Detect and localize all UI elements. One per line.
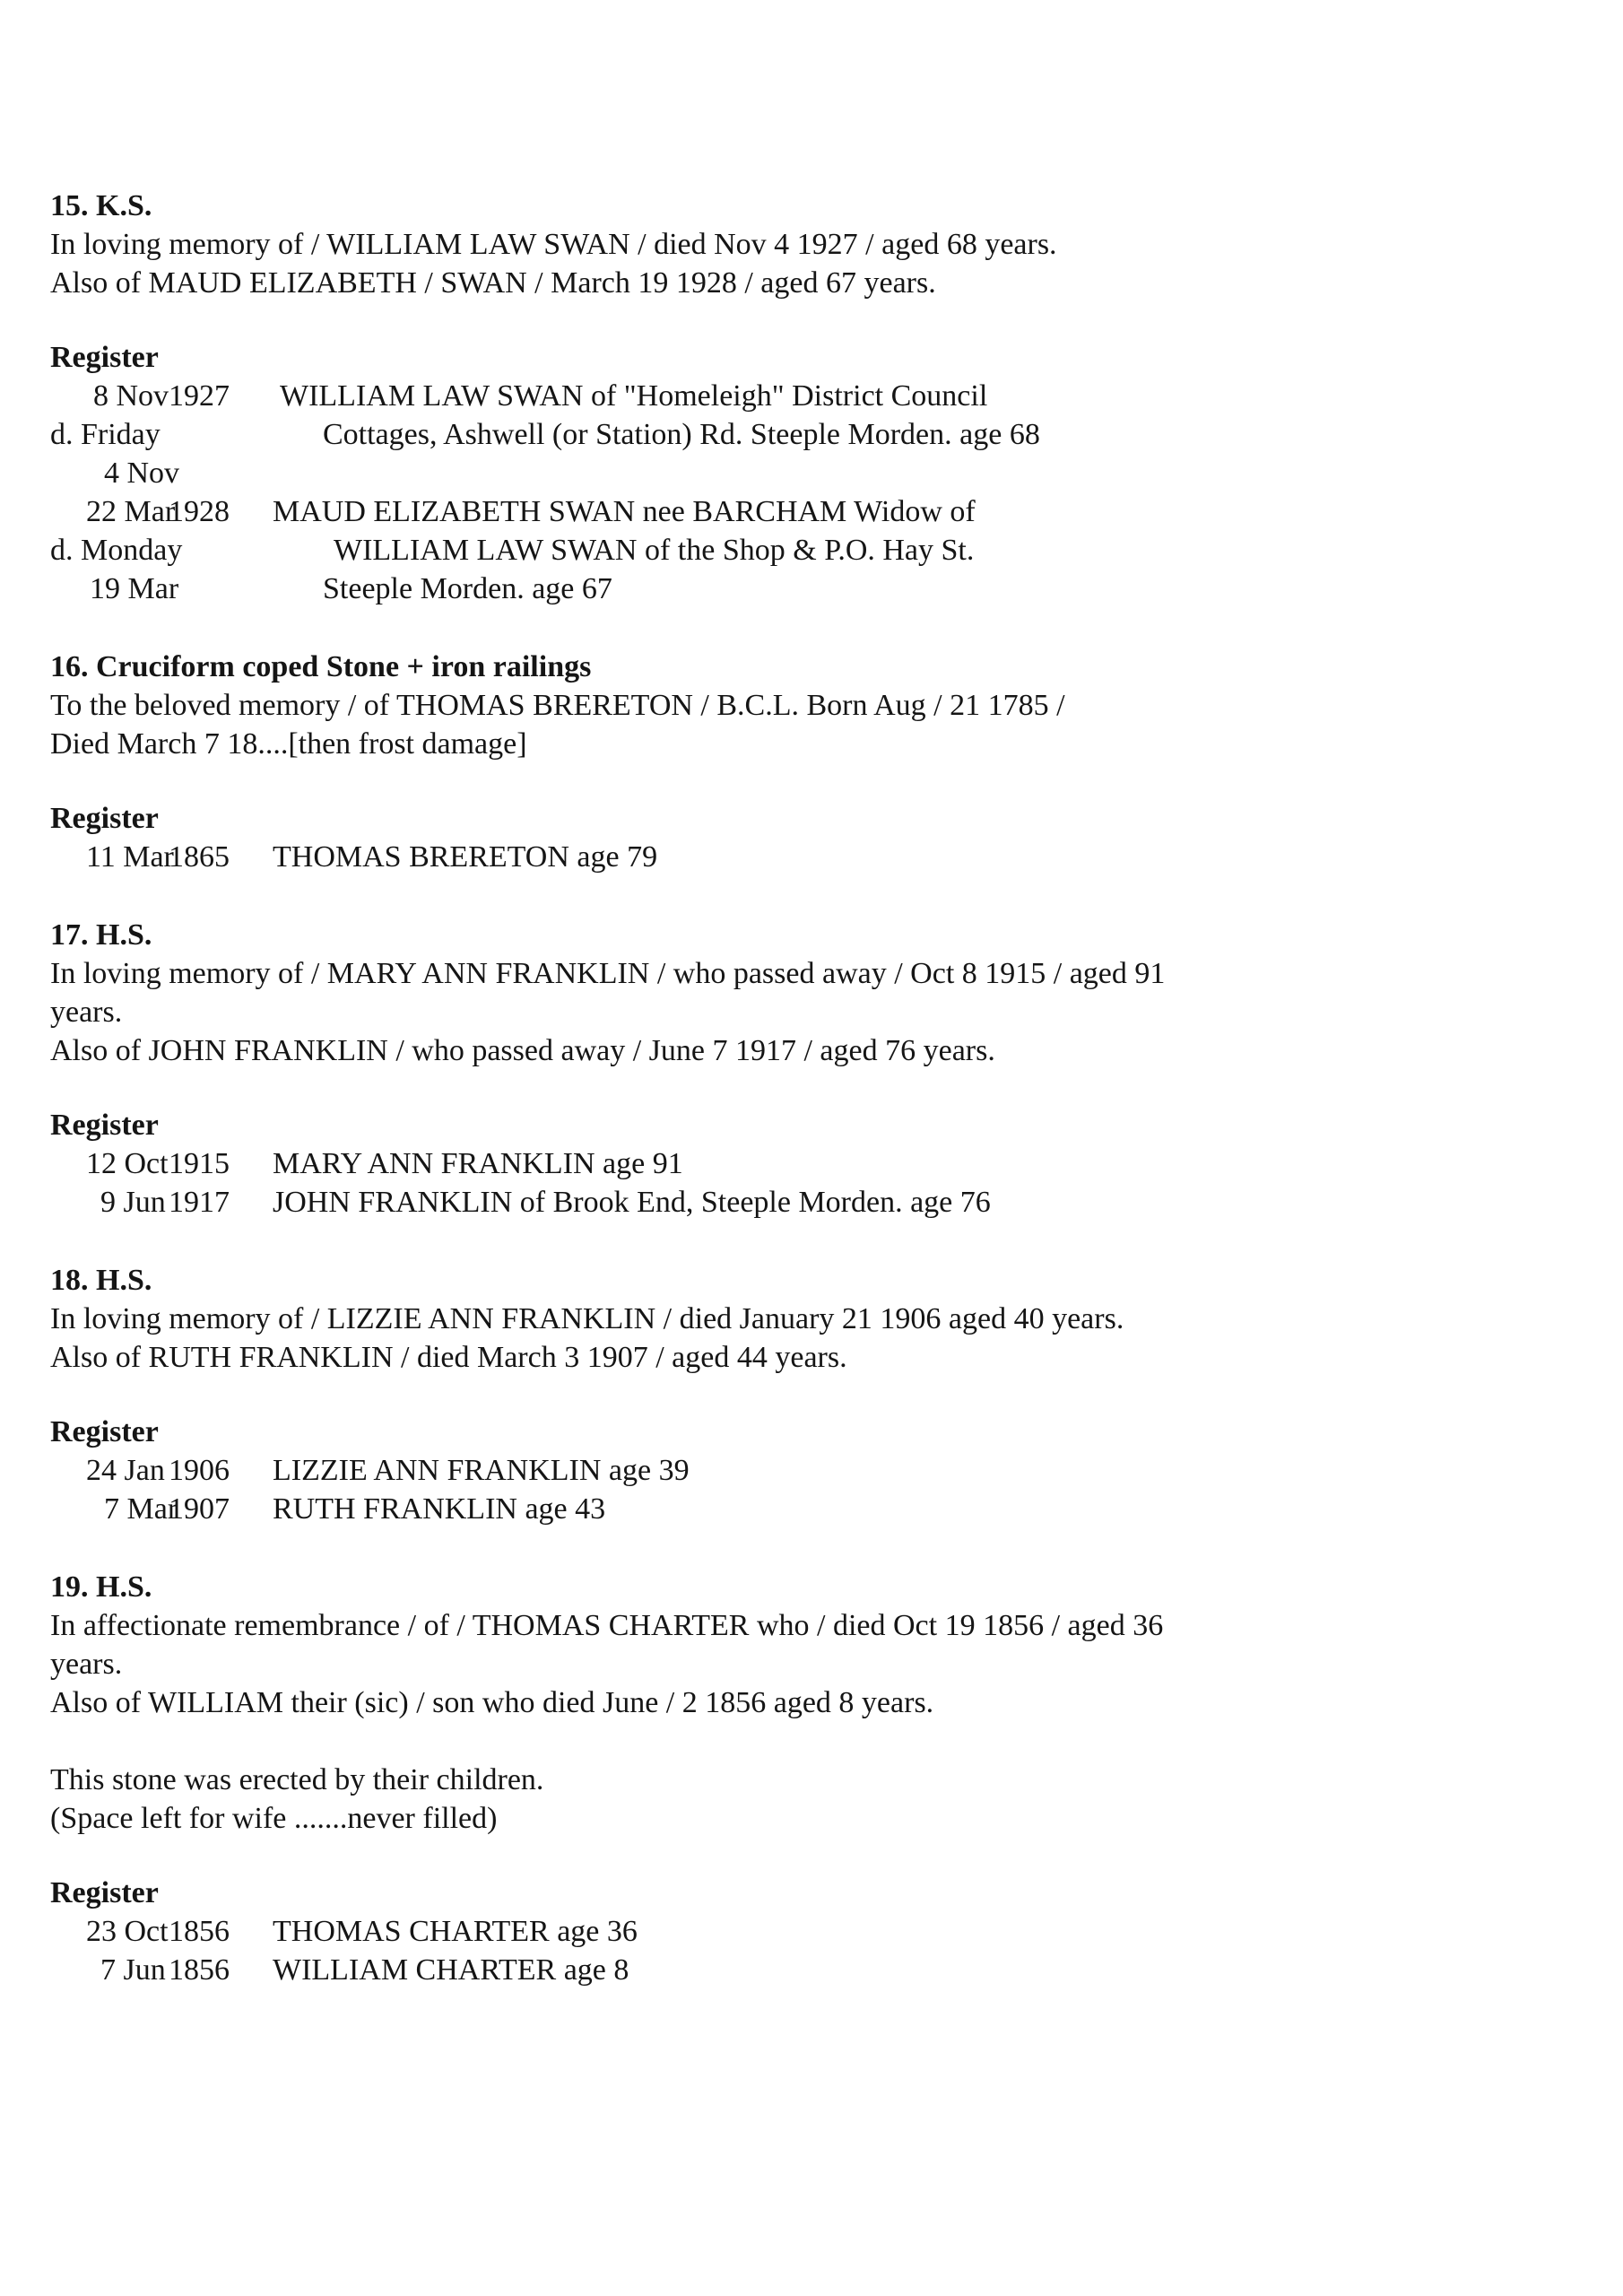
register-text: WILLIAM CHARTER age 8 xyxy=(273,1953,629,1987)
register-text: THOMAS BRERETON age 79 xyxy=(273,840,658,874)
register-date: 9 Jun xyxy=(100,1186,166,1219)
register-date: 24 Jan xyxy=(86,1454,165,1487)
inscription-line: Also of JOHN FRANKLIN / who passed away / June 7 1917 / aged 76 years. xyxy=(50,1034,995,1067)
inscription-line: In loving memory of / WILLIAM LAW SWAN / died Nov 4 1927 / aged 68 years. xyxy=(50,228,1057,261)
register-date: 8 Nov xyxy=(93,379,169,413)
register-text: WILLIAM LAW SWAN of "Homeleigh" District Council xyxy=(280,379,988,413)
register-year: 1856 xyxy=(169,1953,230,1987)
register-row xyxy=(50,1183,1575,1222)
register-date: 12 Oct xyxy=(86,1147,169,1180)
inscription-line: In loving memory of / MARY ANN FRANKLIN / who passed away / Oct 8 1915 / aged 91 xyxy=(50,957,1166,990)
register-year: 1865 xyxy=(169,840,230,874)
register-row xyxy=(50,838,1575,876)
register-year: 1917 xyxy=(169,1186,230,1219)
inscription-line: Died March 7 18....[then frost damage] xyxy=(50,727,527,761)
entry-heading: 17. H.S. xyxy=(50,918,152,952)
register-date: 19 Mar xyxy=(90,572,179,605)
register-date: 7 Mar xyxy=(104,1492,178,1526)
inscription-line: In loving memory of / LIZZIE ANN FRANKLIN / died January 21 1906 aged 40 years. xyxy=(50,1302,1124,1335)
register-year: 1906 xyxy=(169,1454,230,1487)
document-page xyxy=(50,187,1575,2029)
register-year: 1927 xyxy=(169,379,230,413)
register-text: WILLIAM LAW SWAN of the Shop & P.O. Hay St. xyxy=(334,534,975,567)
entry-heading: 18. H.S. xyxy=(50,1264,152,1297)
register-date: d. Friday xyxy=(50,418,161,451)
register-heading: Register xyxy=(50,341,159,374)
entry-heading: 16. Cruciform coped Stone + iron railings xyxy=(50,650,592,683)
register-date: 23 Oct xyxy=(86,1915,169,1948)
entry-16 xyxy=(50,648,1575,876)
register-heading: Register xyxy=(50,1415,159,1448)
register-row xyxy=(50,1951,1575,1989)
register-year: 1907 xyxy=(169,1492,230,1526)
register-text: MAUD ELIZABETH SWAN nee BARCHAM Widow of xyxy=(273,495,976,528)
register-row xyxy=(50,1451,1575,1490)
register-date: 22 Mar xyxy=(86,495,176,528)
register-row xyxy=(50,454,1575,492)
note-line: (Space left for wife .......never filled) xyxy=(50,1802,498,1835)
register-date: 4 Nov xyxy=(104,457,180,490)
register-text: THOMAS CHARTER age 36 xyxy=(273,1915,638,1948)
entry-heading: 19. H.S. xyxy=(50,1570,152,1604)
inscription-line: Also of MAUD ELIZABETH / SWAN / March 19 1928 / aged 67 years. xyxy=(50,266,936,300)
inscription-line: In affectionate remembrance / of / THOMAS CHARTER who / died Oct 19 1856 / aged 36 xyxy=(50,1609,1164,1642)
register-row xyxy=(50,1490,1575,1528)
register-row xyxy=(50,415,1575,454)
register-heading: Register xyxy=(50,1109,159,1142)
register-row xyxy=(50,377,1575,415)
register-row xyxy=(50,1912,1575,1951)
register-date: 7 Jun xyxy=(100,1953,166,1987)
register-row xyxy=(50,492,1575,531)
entry-15 xyxy=(50,187,1575,608)
register-text: Steeple Morden. age 67 xyxy=(323,572,612,605)
register-heading: Register xyxy=(50,802,159,835)
register-year: 1928 xyxy=(169,495,230,528)
register-row xyxy=(50,531,1575,570)
register-text: Cottages, Ashwell (or Station) Rd. Steeple Morden. age 68 xyxy=(323,418,1040,451)
entry-heading: 15. K.S. xyxy=(50,189,152,222)
inscription-line: years. xyxy=(50,1648,123,1681)
entry-19 xyxy=(50,1568,1575,1989)
register-date: d. Monday xyxy=(50,534,183,567)
entry-17 xyxy=(50,916,1575,1222)
note-line: This stone was erected by their children. xyxy=(50,1763,544,1796)
register-year: 1856 xyxy=(169,1915,230,1948)
register-row xyxy=(50,1144,1575,1183)
register-text: LIZZIE ANN FRANKLIN age 39 xyxy=(273,1454,690,1487)
register-text: MARY ANN FRANKLIN age 91 xyxy=(273,1147,683,1180)
entry-18 xyxy=(50,1261,1575,1528)
register-text: JOHN FRANKLIN of Brook End, Steeple Morden. age 76 xyxy=(273,1186,991,1219)
register-year: 1915 xyxy=(169,1147,230,1180)
inscription-line: Also of RUTH FRANKLIN / died March 3 1907 / aged 44 years. xyxy=(50,1341,847,1374)
inscription-line: Also of WILLIAM their (sic) / son who died June / 2 1856 aged 8 years. xyxy=(50,1686,934,1719)
inscription-line: years. xyxy=(50,996,123,1029)
register-row xyxy=(50,570,1575,608)
register-heading: Register xyxy=(50,1876,159,1909)
inscription-line: To the beloved memory / of THOMAS BRERETON / B.C.L. Born Aug / 21 1785 / xyxy=(50,689,1065,722)
register-text: RUTH FRANKLIN age 43 xyxy=(273,1492,606,1526)
register-date: 11 Mar xyxy=(86,840,174,874)
